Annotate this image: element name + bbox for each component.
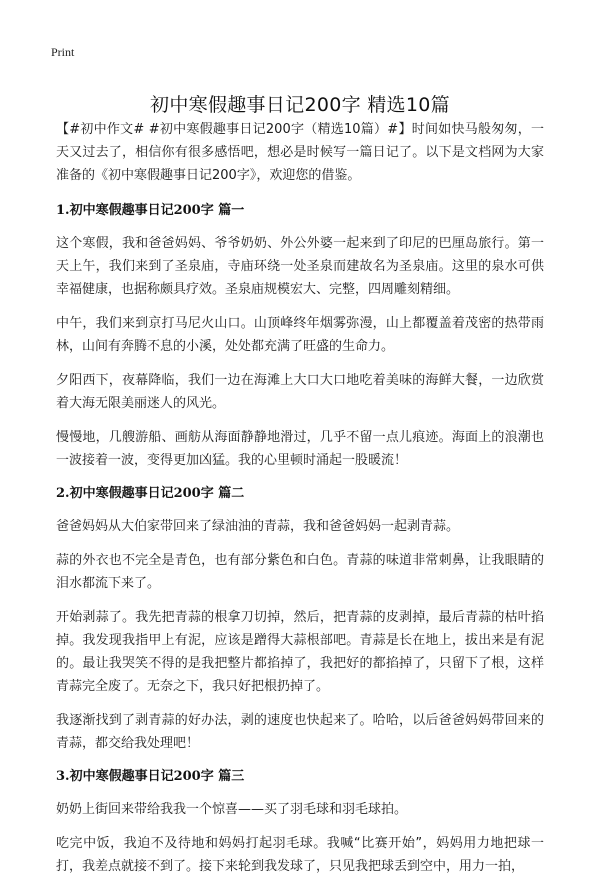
paragraph: 爸爸妈妈从大伯家带回来了绿油油的青蒜，我和爸爸妈妈一起剥青蒜。 [56, 519, 460, 534]
paragraph: 奶奶上街回来带给我我一个惊喜——买了羽毛球和羽毛球拍。 [56, 802, 408, 817]
section-2 [56, 483, 544, 755]
section-3 [56, 766, 544, 878]
print-label: Print [51, 45, 75, 59]
section-1 [56, 200, 544, 472]
article-body [56, 118, 544, 889]
paragraph: 慢慢地，几艘游船、画舫从海面静静地滑过，几乎不留一点儿痕迹。海面上的浪潮也一波接着一波，变得更加凶猛。我的心里顿时涌起一股暖流！ [56, 430, 544, 468]
paragraph: 我逐渐找到了剥青蒜的好办法，剥的速度也快起来了。哈哈，以后爸爸妈妈带回来的青蒜，都交给我处理吧！ [56, 713, 544, 751]
paragraph: 开始剥蒜了。我先把青蒜的根拿刀切掉，然后，把青蒜的皮剥掉，最后青蒜的枯叶掐掉。我发现我指甲上有泥，应该是蹭得大蒜根部吧。青蒜是长在地上，拔出来是有泥的。最让我哭笑不得的是我把整片都掐掉了，我把好的都掐掉了，只留下了根，这样青蒜完全废了。无奈之下，我只好把根扔掉了。 [56, 610, 544, 694]
intro-paragraph: 【#初中作文# #初中寒假趣事日记200字（精选10篇）#】时间如快马般匆匆，一天又过去了，相信你有很多感悟吧，想必是时候写一篇日记了。以下是文档网为大家准备的《初中寒假趣事日记200字》，欢迎您的借鉴。 [56, 122, 544, 183]
section-heading: 1.初中寒假趣事日记200字 篇一 [56, 203, 245, 218]
paragraph: 中午，我们来到京打马尼火山口。山顶峰终年烟雾弥漫，山上都覆盖着茂密的热带雨林，山间有奔腾不息的小溪，处处都充满了旺盛的生命力。 [56, 316, 544, 354]
page-title: 初中寒假趣事日记200字 精选10篇 [150, 93, 450, 116]
paragraph: 蒜的外衣也不完全是青色，也有部分紫色和白色。青蒜的味道非常刺鼻，让我眼睛的泪水都流下来了。 [56, 553, 544, 591]
paragraph: 这个寒假，我和爸爸妈妈、爷爷奶奶、外公外婆一起来到了印尼的巴厘岛旅行。第一天上午，我们来到了圣泉庙，寺庙环绕一处圣泉而建故名为圣泉庙。这里的泉水可供幸福健康，也据称颇具疗效。圣泉庙规模宏大、完整，四周雕刻精细。 [56, 236, 544, 297]
section-heading: 2.初中寒假趣事日记200字 篇二 [56, 486, 245, 501]
paragraph: 吃完中饭，我迫不及待地和妈妈打起羽毛球。我喊“比赛开始”，妈妈用力地把球一打，我差点就接不到了。接下来轮到我发球了，只见我把球丢到空中，用力一拍， [56, 836, 544, 874]
section-heading: 3.初中寒假趣事日记200字 篇三 [56, 769, 245, 784]
paragraph: 夕阳西下，夜幕降临，我们一边在海滩上大口大口地吃着美味的海鲜大餐，一边欣赏着大海无限美丽迷人的风光。 [56, 373, 544, 411]
